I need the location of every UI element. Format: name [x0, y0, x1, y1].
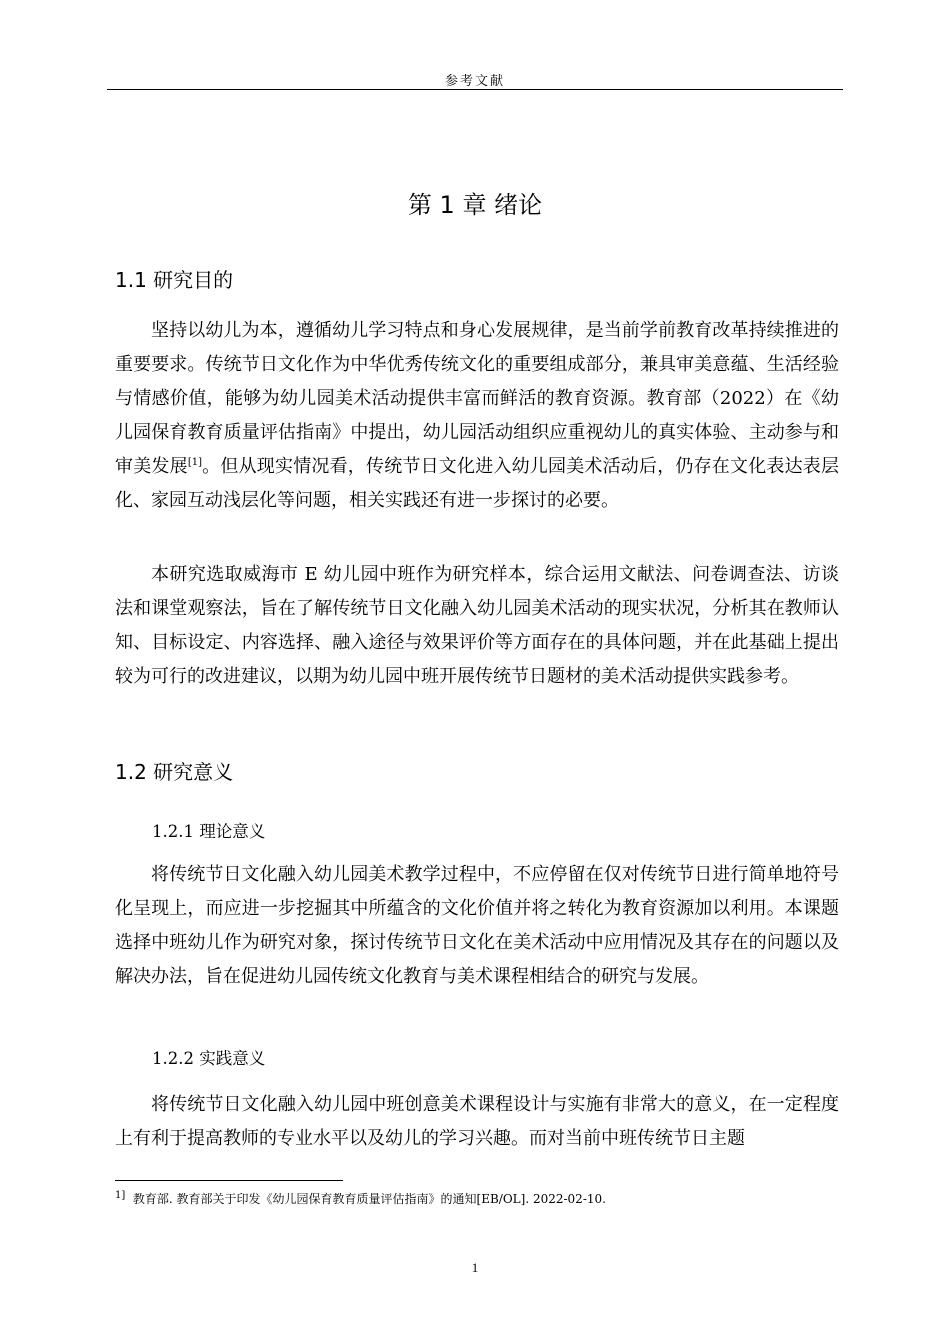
- section-heading-1-2: 1.2 研究意义: [115, 760, 234, 784]
- section-heading-1-1: 1.1 研究目的: [115, 268, 234, 292]
- paragraph-text: 坚持以幼儿为本，遵循幼儿学习特点和身心发展规律，是当前学前教育改革持续推进的重要要求。传统节日文化作为中华优秀传统文化的重要组成部分，兼具审美意蕴、生活经验与情感价值，能够为幼儿园美术活动提供丰富而鲜活的教育资源。教育部（2022）在《幼儿园保育教育质量评估指南》中提出，幼儿园活动组织应重视幼儿的真实体验、主动参与和审美发展: [115, 320, 839, 477]
- running-header: 参考文献: [444, 74, 505, 89]
- page-number: 1: [471, 1260, 479, 1275]
- paragraph-purpose-2: 本研究选取威海市 E 幼儿园中班作为研究样本，综合运用文献法、问卷调查法、访谈法和课堂观察法，旨在了解传统节日文化融入幼儿园美术活动的现实状况，分析其在教师认知、目标设定、内容选择、融入途径与效果评价等方面存在的具体问题，并在此基础上提出较为可行的改进建议，以期为幼儿园中班开展传统节日题材的美术活动提供实践参考。: [115, 564, 839, 687]
- paragraph-practice: 将传统节日文化融入幼儿园中班创意美术课程设计与实施有非常大的意义，在一定程度上有利于提高教师的专业水平以及幼儿的学习兴趣。而对当前中班传统节日主题: [115, 1094, 839, 1149]
- footnote-marker: 1]: [115, 1190, 126, 1201]
- footnote-rule: [115, 1180, 343, 1181]
- footnote-text: 教育部. 教育部关于印发《幼儿园保育教育质量评估指南》的通知[EB/OL]. 2022-02-10.: [132, 1192, 606, 1206]
- subsection-heading-1-2-2: 1.2.2 实践意义: [152, 1049, 266, 1068]
- subsection-heading-1-2-1: 1.2.1 理论意义: [152, 822, 266, 841]
- paragraph-text: 。但从现实情况看，传统节日文化进入幼儿园美术活动后，仍存在文化表达表层化、家园互动浅层化等问题，相关实践还有进一步探讨的必要。: [115, 456, 840, 511]
- paragraph-theory: 将传统节日文化融入幼儿园美术教学过程中，不应停留在仅对传统节日进行简单地符号化呈现上，而应进一步挖掘其中所蕴含的文化价值并将之转化为教育资源加以利用。本课题选择中班幼儿作为研究对象，探讨传统节日文化在美术活动中应用情况及其存在的问题以及解决办法，旨在促进幼儿园传统文化教育与美术课程相结合的研究与发展。: [115, 864, 839, 987]
- footnote: [115, 1190, 606, 1207]
- paragraph-purpose-1: [115, 314, 839, 518]
- chapter-title: 第 1 章 绪论: [407, 191, 543, 219]
- citation-ref[interactable]: [1]: [187, 457, 202, 468]
- header-rule: [107, 89, 843, 90]
